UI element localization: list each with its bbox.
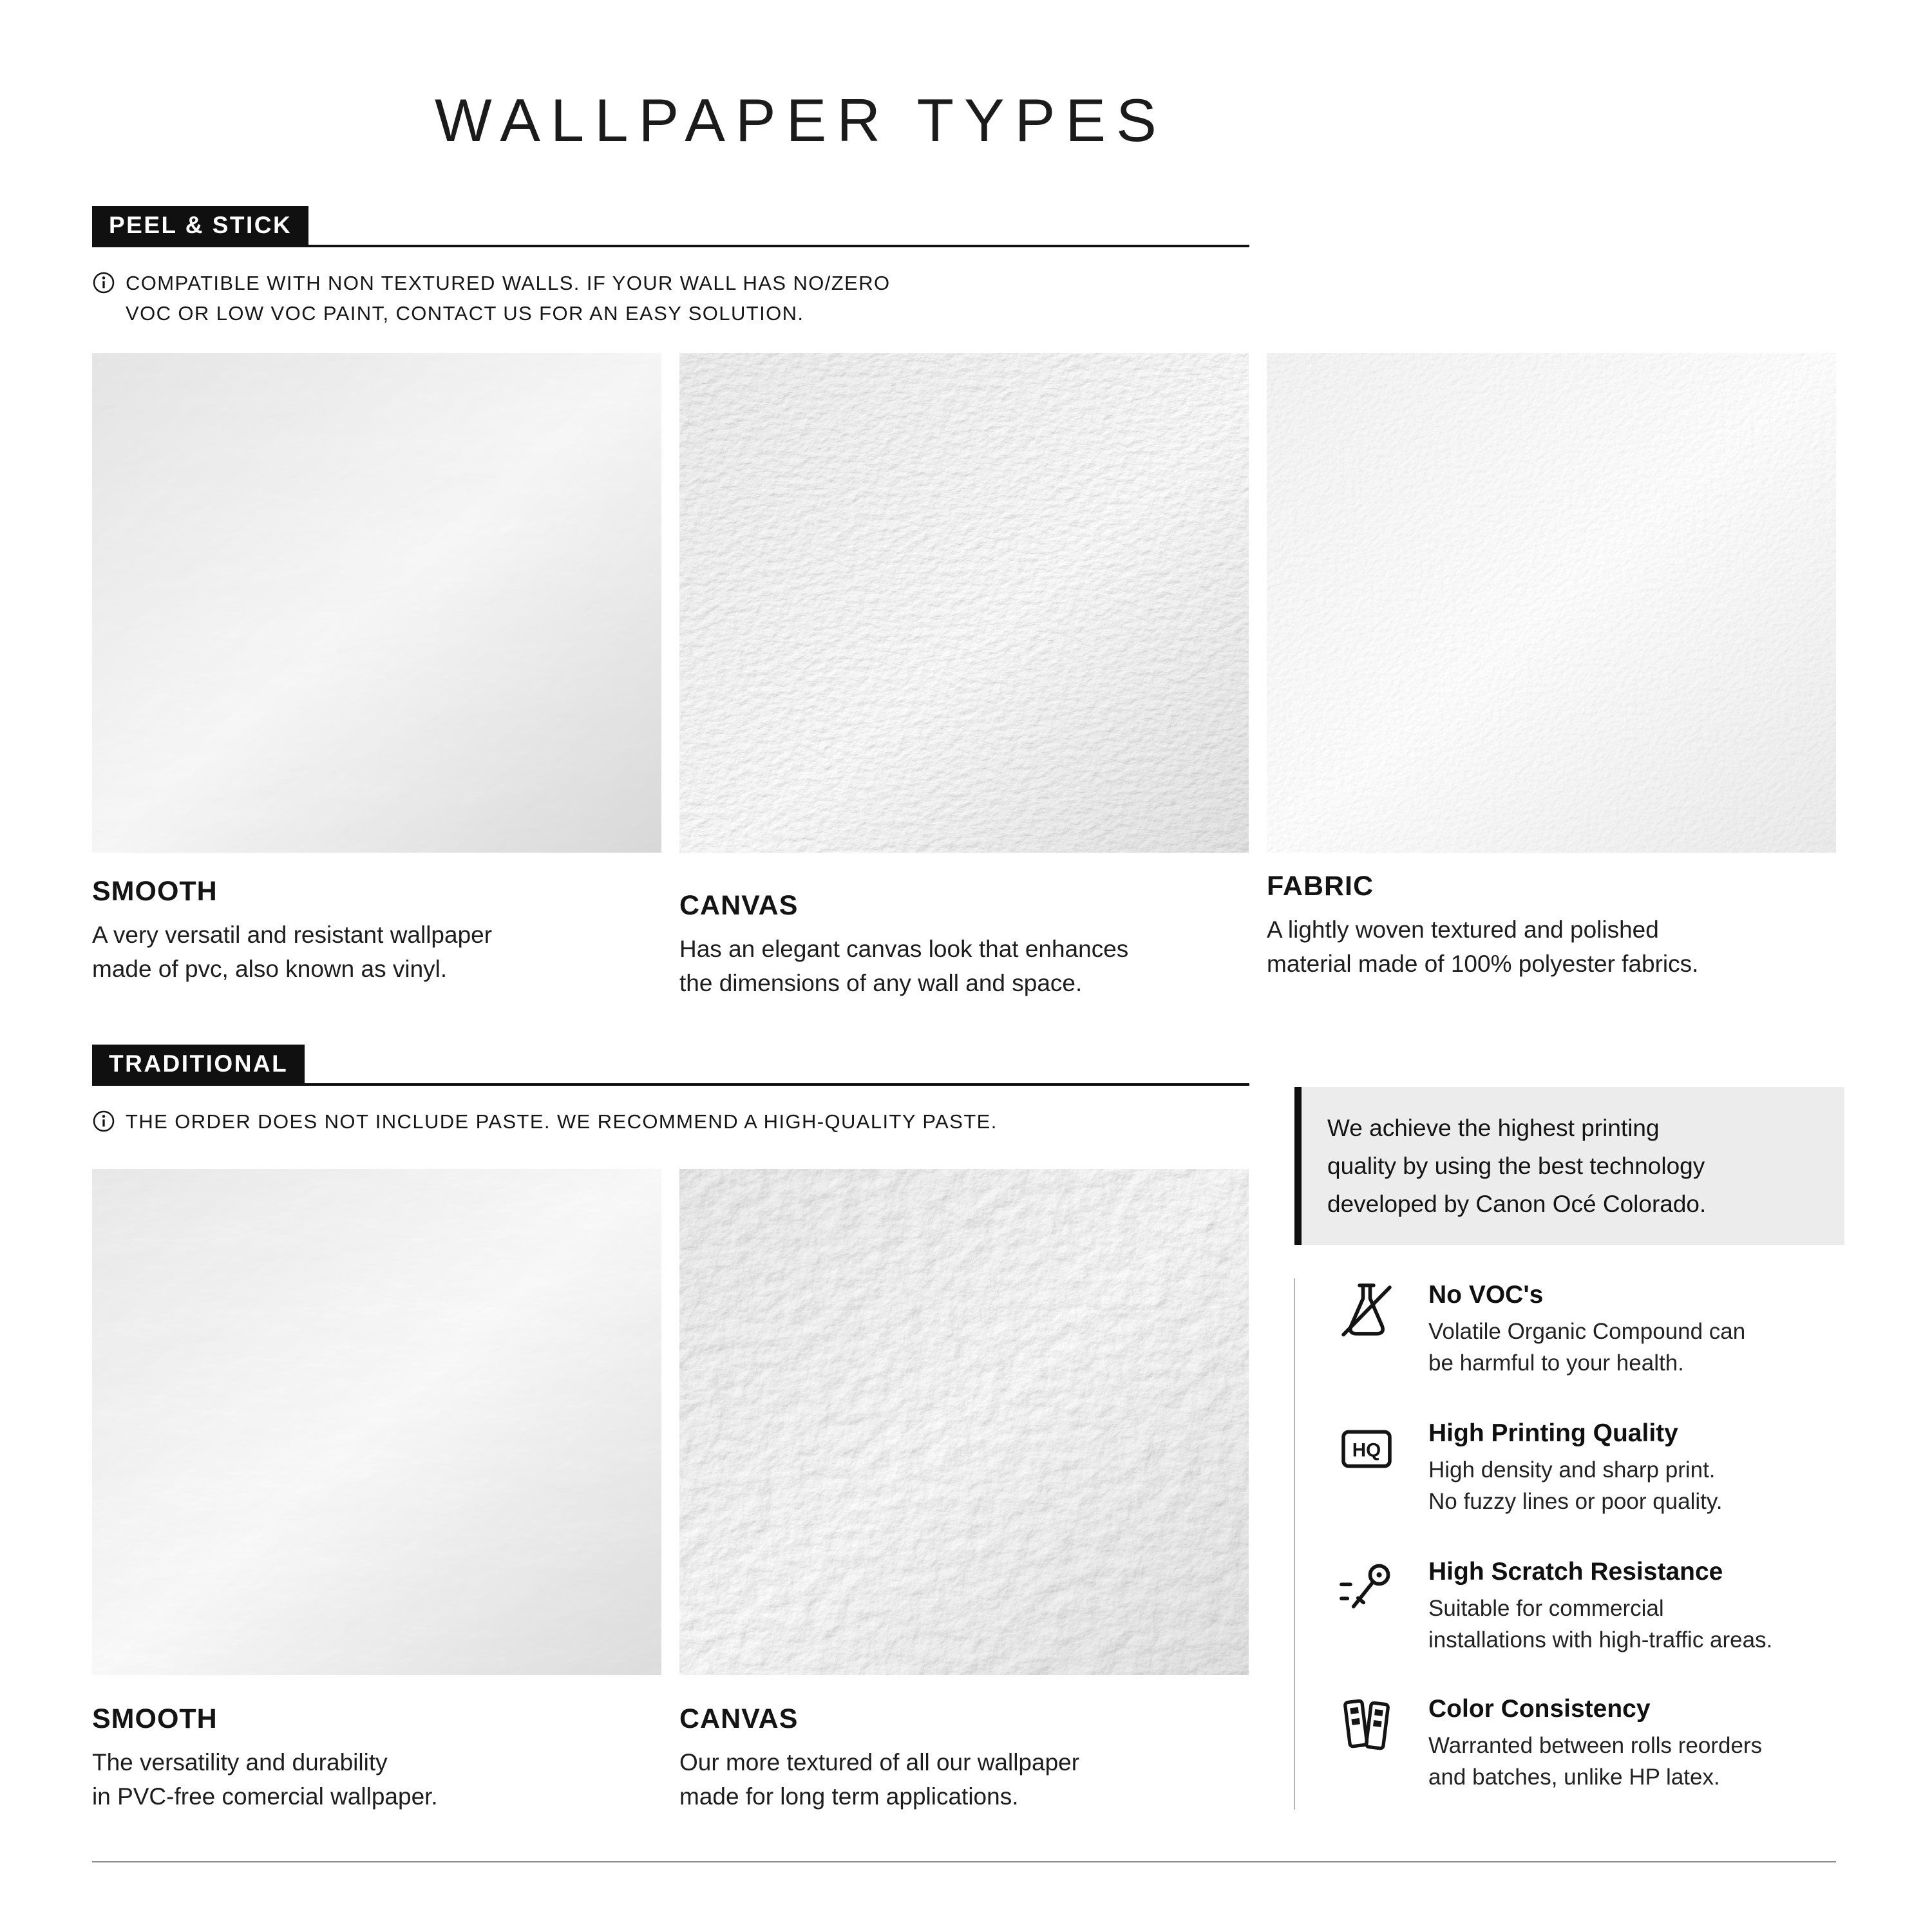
smooth-paper-texture (92, 1169, 661, 1675)
swatch-description (92, 1745, 661, 1814)
swatch-description (1267, 913, 1836, 981)
desc-line: High density and sharp print. (1428, 1457, 1716, 1482)
quote-line: quality by using the best technology (1327, 1153, 1705, 1179)
info-icon (92, 1110, 115, 1133)
feature-body (1428, 1278, 1745, 1379)
desc-line: the dimensions of any wall and space. (679, 970, 1083, 996)
note-line: COMPATIBLE WITH NON TEXTURED WALLS. IF YOUR WALL HAS NO/ZERO (126, 272, 891, 294)
feature-title: High Scratch Resistance (1428, 1558, 1723, 1586)
page-title: WALLPAPER TYPES (435, 86, 1167, 154)
swatch-caption (92, 876, 661, 986)
desc-line: in PVC-free comercial wallpaper. (92, 1783, 438, 1810)
feature-body (1428, 1417, 1723, 1517)
feature-description (1428, 1593, 1772, 1656)
peel-stick-section-header (92, 205, 1249, 247)
printing-quality-quote (1294, 1087, 1844, 1245)
feature-color-consistency (1334, 1692, 1850, 1793)
swatch-description (92, 918, 661, 986)
desc-line: No fuzzy lines or poor quality. (1428, 1489, 1723, 1514)
feature-description (1428, 1730, 1762, 1793)
desc-line: Our more textured of all our wallpaper (679, 1749, 1080, 1776)
peel-stick-note (92, 268, 891, 328)
desc-line: Has an elegant canvas look that enhances (679, 936, 1129, 962)
feature-body (1428, 1692, 1762, 1793)
traditional-note-text (126, 1106, 998, 1137)
swatch-caption (679, 1703, 1249, 1814)
desc-line: Volatile Organic Compound can (1428, 1319, 1746, 1344)
swatch-title: SMOOTH (92, 1703, 218, 1734)
rough-canvas-texture (679, 1169, 1249, 1675)
desc-line: The versatility and durability (92, 1749, 388, 1776)
hq-badge-icon (1334, 1417, 1399, 1481)
peel-stick-smooth-swatch (92, 353, 661, 986)
desc-line: Warranted between rolls reorders (1428, 1733, 1763, 1758)
feature-title: High Printing Quality (1428, 1419, 1678, 1447)
feature-high-printing-quality (1334, 1417, 1850, 1517)
quote-line: developed by Canon Océ Colorado. (1327, 1191, 1707, 1217)
desc-line: made of pvc, also known as vinyl. (92, 956, 448, 982)
info-icon (92, 271, 115, 294)
peel-stick-fabric-swatch (1267, 353, 1836, 981)
canvas-weave-texture (679, 353, 1249, 853)
smooth-vinyl-texture (92, 353, 661, 853)
woven-fabric-texture (1267, 353, 1836, 853)
traditional-section-header (92, 1043, 1249, 1086)
traditional-canvas-swatch (679, 1169, 1249, 1814)
color-swatches-icon (1334, 1692, 1399, 1757)
note-line: VOC OR LOW VOC PAINT, CONTACT US FOR AN EASY SOLUTION. (126, 302, 804, 325)
peel-stick-note-text (126, 268, 891, 328)
swatch-caption (1267, 871, 1836, 981)
desc-line: A very versatil and resistant wallpaper (92, 922, 493, 948)
desc-line: Suitable for commercial (1428, 1596, 1664, 1621)
features-divider (1294, 1278, 1295, 1810)
traditional-note (92, 1106, 998, 1137)
feature-title: Color Consistency (1428, 1695, 1651, 1723)
traditional-smooth-swatch (92, 1169, 661, 1814)
no-voc-icon (1334, 1278, 1399, 1343)
quote-line: We achieve the highest printing (1327, 1115, 1660, 1141)
desc-line: A lightly woven textured and polished (1267, 916, 1659, 943)
bottom-divider (92, 1861, 1836, 1862)
swatch-title: FABRIC (1267, 871, 1374, 902)
traditional-label: TRADITIONAL (92, 1045, 305, 1083)
feature-body (1428, 1555, 1772, 1656)
note-line: THE ORDER DOES NOT INCLUDE PASTE. WE RECOMMEND A HIGH-QUALITY PASTE. (126, 1110, 998, 1133)
svg-text:HQ: HQ (1352, 1439, 1381, 1461)
peel-stick-label: PEEL & STICK (92, 206, 308, 245)
feature-high-scratch-resistance (1334, 1555, 1850, 1656)
desc-line: and batches, unlike HP latex. (1428, 1765, 1720, 1790)
swatch-caption (92, 1703, 661, 1814)
peel-stick-canvas-swatch (679, 353, 1249, 1000)
swatch-title: SMOOTH (92, 876, 218, 907)
swatch-title: CANVAS (679, 1703, 799, 1734)
feature-description (1428, 1316, 1745, 1379)
swatch-title: CANVAS (679, 890, 799, 921)
swatch-description (679, 1745, 1249, 1814)
swatch-caption (679, 890, 1249, 1000)
feature-title: No VOC's (1428, 1281, 1544, 1309)
feature-no-voc (1334, 1278, 1850, 1379)
scratch-key-icon (1334, 1555, 1399, 1620)
desc-line: be harmful to your health. (1428, 1350, 1684, 1376)
swatch-description (679, 932, 1249, 1000)
desc-line: made for long term applications. (679, 1783, 1019, 1810)
desc-line: installations with high-traffic areas. (1428, 1627, 1773, 1653)
desc-line: material made of 100% polyester fabrics. (1267, 951, 1699, 977)
feature-description (1428, 1454, 1723, 1517)
